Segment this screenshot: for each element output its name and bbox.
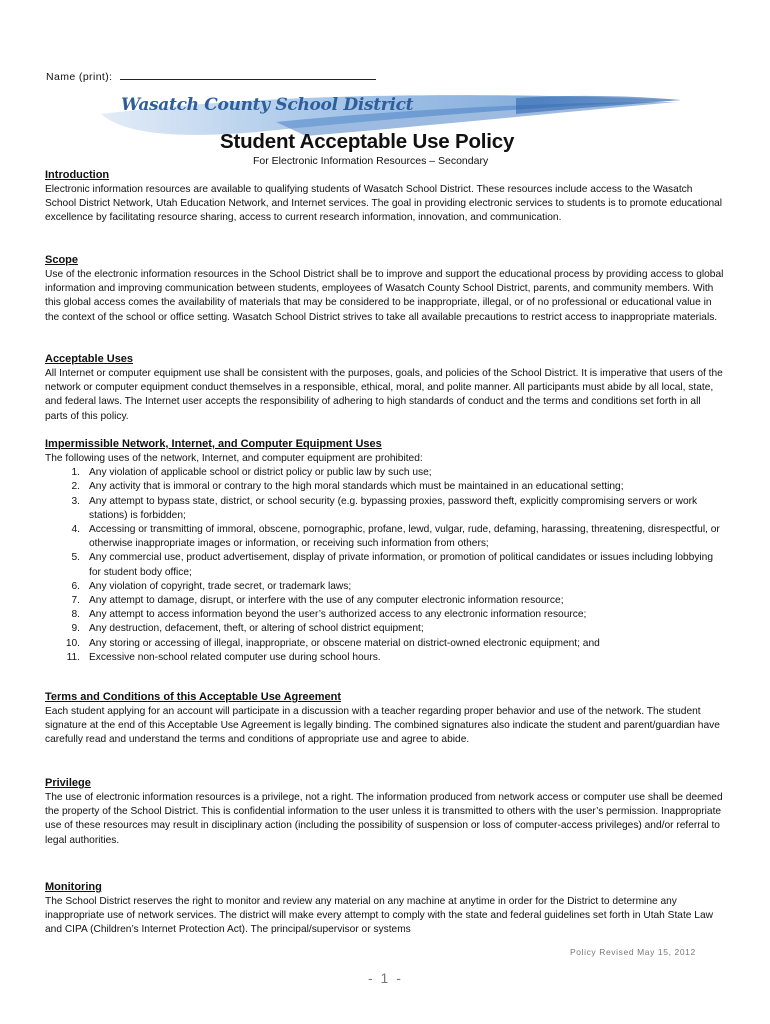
terms-heading: Terms and Conditions of this Acceptable Use Agreement	[45, 691, 342, 703]
list-item-text: Any storing or accessing of illegal, inappropriate, or obscene material on district-owned electronic equipment; and	[89, 637, 600, 649]
list-item	[45, 594, 725, 608]
list-item-text: Accessing or transmitting of immoral, obscene, pornographic, profane, lewd, vulgar, rude, defaming, harassing, threatening, disrespectful, or otherwise inappropriate images or information, or receiving such information from others;	[89, 524, 720, 550]
list-item-number: 9.	[71, 623, 80, 635]
name-blank-line[interactable]	[120, 69, 376, 80]
list-item-number: 11.	[66, 651, 80, 663]
terms-text: Each student applying for an account will participate in a discussion with a teacher regarding proper behavior and use of the network. The student signature at the end of this Acceptable Use Agreement is legally binding. The combined signatures also indicate the student and parent/guardian have carefully read and understand the terms and conditions of appropriate use and agree to abide.	[45, 706, 720, 746]
list-item-number: 3.	[71, 495, 80, 507]
list-item-number: 4.	[71, 524, 80, 536]
list-item	[45, 495, 725, 523]
list-item-number: 7.	[71, 595, 80, 607]
list-item-number: 5.	[71, 552, 80, 564]
list-item-text: Any violation of applicable school or district policy or public law by such use;	[89, 467, 432, 479]
list-item-number: 10.	[65, 637, 80, 649]
page-number: - 1 -	[368, 970, 403, 986]
list-item-text: Any destruction, defacement, theft, or altering of school district equipment;	[89, 623, 424, 635]
name-print-field[interactable]	[46, 69, 376, 83]
list-item-text: Any violation of copyright, trade secret, or trademark laws;	[89, 580, 352, 592]
introduction-text: Electronic information resources are available to qualifying students of Wasatch School District. These resources include access to the Wasatch School District Network, Utah Education Network, and Internet services. The goal in providing electronic services to students is to promote educational excellence by facilitating resource sharing, access to current research information, innovation, and communication.	[45, 184, 723, 224]
scope-text: Use of the electronic information resources in the School District shall be to improve and support the educational process by providing access to global information and improving communication between students, employees of Wasatch County School District, parents, and community members. With this global access comes the availability of materials that may be considered to be inappropriate, illegal, or of no professional or educational value in the context of the school or office setting. Wasatch School District strives to take all available precautions to restrict access to inappropriate materials.	[45, 269, 724, 323]
list-item	[45, 551, 725, 579]
monitoring-text: The School District reserves the right to monitor and review any material on any machine at anytime in order for the District to determine any inappropriate use of network services. The district will make every attempt to comply with the state and federal guidelines set forth in Utah State Law and CIPA (Children’s Internet Protection Act). The principal/supervisor or systems	[45, 896, 713, 936]
list-item	[45, 466, 725, 480]
list-item-text: Any attempt to access information beyond the user’s authorized access to any electronic information resource;	[89, 609, 587, 621]
scope-section	[45, 253, 725, 325]
scope-heading: Scope	[45, 254, 79, 266]
impermissible-uses-intro: The following uses of the network, Internet, and computer equipment are prohibited:	[45, 453, 423, 464]
list-item	[45, 637, 725, 651]
acceptable-uses-text: All Internet or computer equipment use shall be consistent with the purposes, goals, and policies of the School District. It is imperative that users of the network or computer equipment conduct themselves in a responsible, ethical, moral, and polite manner. All participants must abide by all local, state, and federal laws. The Internet user accepts the responsibility of adhering to high standards of conduct and the terms and conditions set forth in all parts of this policy.	[45, 368, 723, 422]
list-item	[45, 523, 725, 551]
privilege-heading: Privilege	[45, 777, 91, 789]
policy-revised-date: Policy Revised May 15, 2012	[570, 947, 696, 957]
acceptable-uses-heading: Acceptable Uses	[45, 353, 134, 365]
impermissible-uses-section	[45, 437, 725, 665]
monitoring-section	[45, 880, 725, 938]
list-item-text: Any attempt to damage, disrupt, or interfere with the use of any computer electronic information resource;	[89, 595, 564, 607]
privilege-section	[45, 776, 725, 848]
list-item	[45, 580, 725, 594]
list-item	[45, 622, 725, 636]
list-item-text: Any attempt to bypass state, district, or school security (e.g. bypassing proxies, password theft, explicitly compromising servers or work stations) is forbidden;	[89, 495, 698, 521]
introduction-section	[45, 168, 725, 226]
list-item	[45, 480, 725, 494]
acceptable-uses-section	[45, 352, 725, 424]
prohibited-uses-list	[45, 466, 725, 665]
list-item-text: Excessive non-school related computer use during school hours.	[89, 651, 381, 663]
terms-section	[45, 690, 725, 748]
page-subtitle: For Electronic Information Resources – Secondary	[253, 155, 489, 167]
list-item-number: 2.	[71, 481, 80, 493]
list-item-number: 8.	[71, 609, 80, 621]
district-logo-text: Wasatch County School District	[121, 95, 414, 115]
monitoring-heading: Monitoring	[45, 881, 102, 893]
privilege-text: The use of electronic information resources is a privilege, not a right. The information produced from network access or computer use shall be deemed the property of the School District. This is confidential information to the user unless it is transmitted to others with the user’s permission. Inappropriate use of these resources may result in disciplinary action (including the possibility of suspension or loss of computer-access privileges) and/or referral to legal authorities.	[45, 792, 723, 846]
list-item-text: Any activity that is immoral or contrary to the high moral standards which must be maintained in an educational setting;	[89, 481, 624, 493]
list-item-number: 6.	[71, 580, 80, 592]
introduction-heading: Introduction	[45, 169, 110, 181]
impermissible-uses-heading: Impermissible Network, Internet, and Computer Equipment Uses	[45, 438, 382, 450]
list-item	[45, 608, 725, 622]
page-title: Student Acceptable Use Policy	[220, 130, 515, 153]
list-item-number: 1.	[71, 467, 80, 479]
name-label: Name (print):	[46, 71, 113, 83]
list-item-text: Any commercial use, product advertisement, display of private information, or promotion of political candidates or issues including lobbying for student body office;	[89, 552, 714, 578]
list-item	[45, 651, 725, 665]
